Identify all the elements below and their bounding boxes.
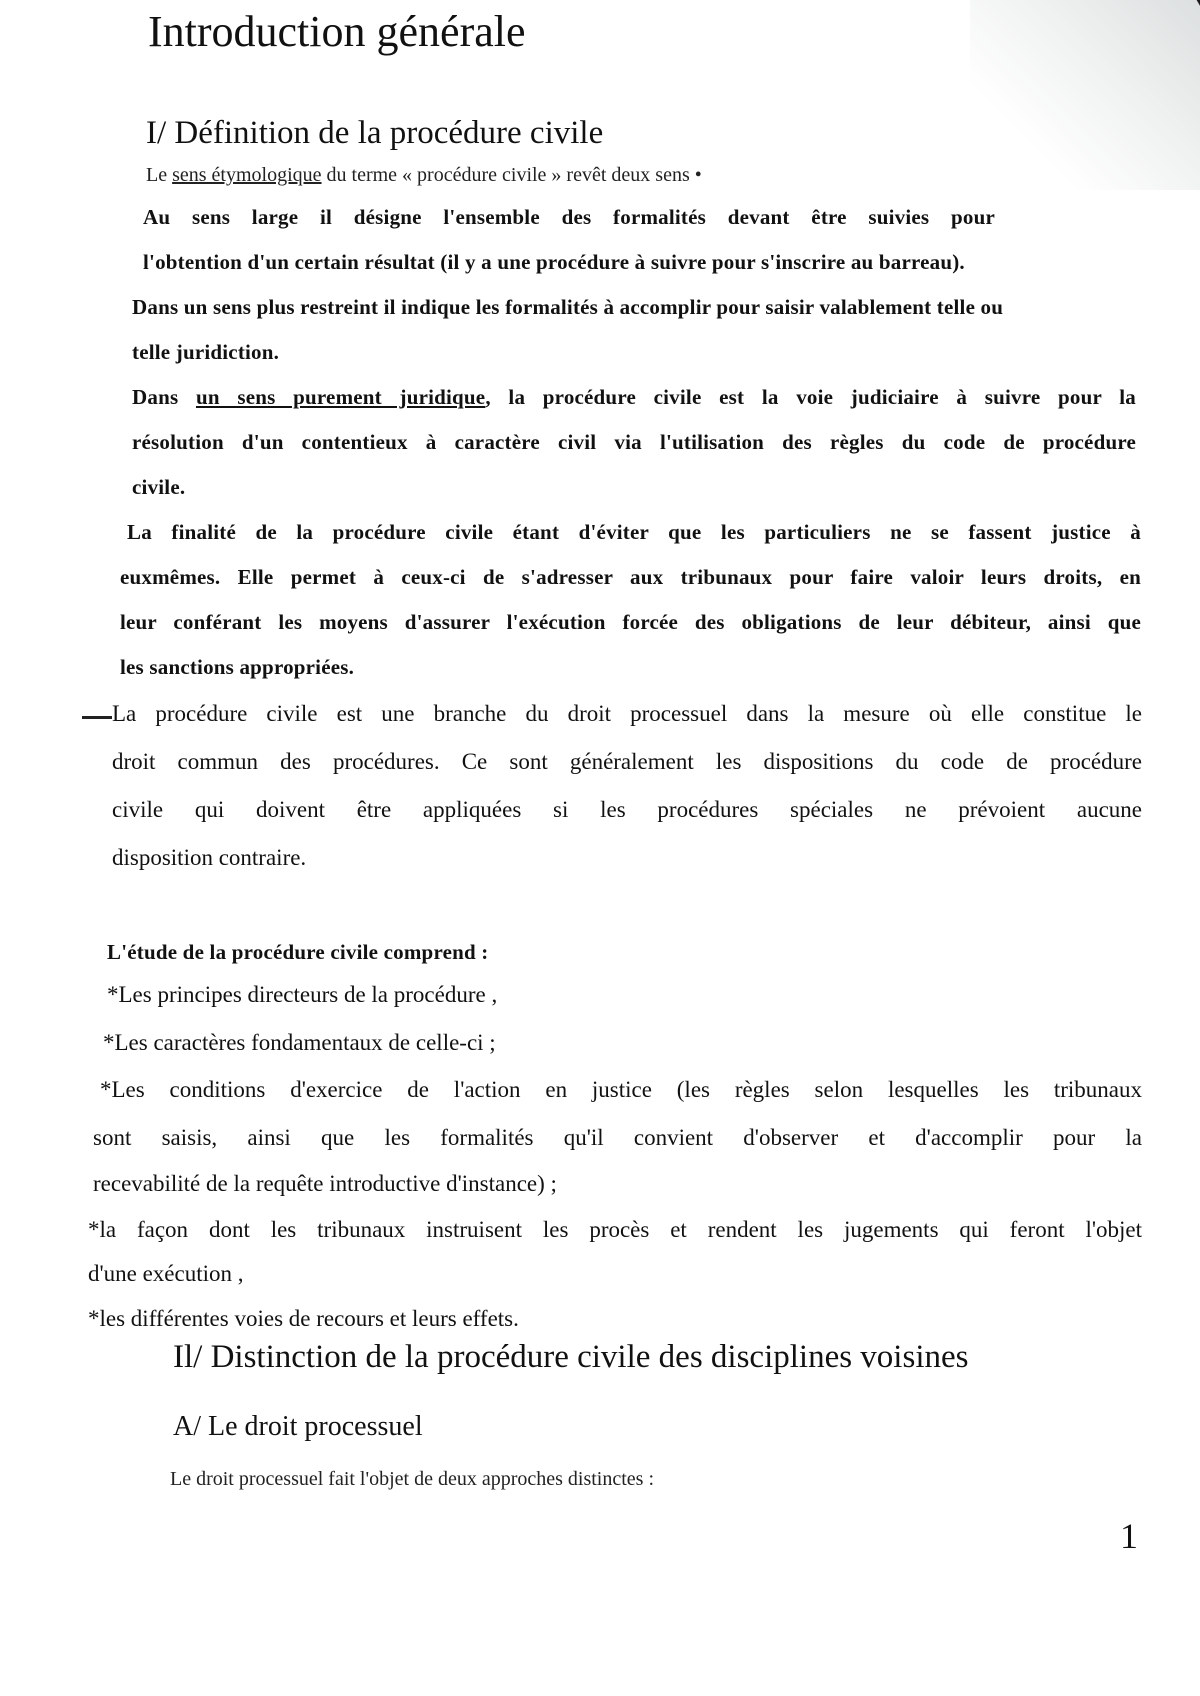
study-intro: L'étude de la procédure civile comprend : [107,940,489,964]
section-2a-heading: A/ Le droit processuel [173,1411,423,1442]
broad-sense-line-2: l'obtention d'un certain résultat (il y a une procédure à suivre pour s'inscrire au barreau). [143,250,965,274]
study-item-3-line-1: *Les conditions d'exercice de l'action en justice (les règles selon lesquelles les tribunaux [100,1077,1142,1102]
scan-corner-shadow [970,0,1200,190]
study-item-3-line-2: sont saisis, ainsi que les formalités qu'il convient d'observer et d'accomplir pour la [93,1125,1142,1150]
finality-line-4: les sanctions appropriées. [120,655,355,679]
study-item-4-line-2: d'une exécution , [88,1261,244,1286]
etymology-pre: Le [146,164,173,186]
document-title: Introduction générale [148,7,526,56]
branch-line-2: droit commun des procédures. Ce sont généralement les dispositions du code de procédure [112,749,1142,774]
legal-sense-underlined: un sens purement juridique [195,385,486,409]
section-2-heading: Il/ Distinction de la procédure civile des disciplines voisines [173,1339,969,1375]
legal-sense-post: , la procédure civile est la voie judiciaire à suivre pour la [485,385,1136,409]
study-item-1: *Les principes directeurs de la procédure , [107,982,498,1007]
legal-sense-line-2: résolution d'un contentieux à caractère civil via l'utilisation des règles du code de procédure [132,430,1136,454]
study-item-2: *Les caractères fondamentaux de celle-ci ; [103,1030,496,1055]
etymology-underlined: sens étymologique [172,164,322,186]
study-item-3-line-3: recevabilité de la requête introductive d'instance) ; [93,1171,557,1196]
page-number: 1 [1120,1516,1138,1556]
branch-line-1: La procédure civile est une branche du droit processuel dans la mesure où elle constitue le [112,701,1142,726]
legal-sense-line-1 [132,385,1136,410]
margin-dash-mark [82,716,112,719]
section-2a-text: Le droit processuel fait l'objet de deux approches distinctes : [170,1468,655,1490]
etymology-line [146,164,702,187]
etymology-post: du terme « procédure civile » revêt deux sens • [321,164,702,186]
study-item-4-line-1: *la façon dont les tribunaux instruisent les procès et rendent les jugements qui feront l'objet [88,1217,1142,1242]
finality-line-1: La finalité de la procédure civile étant d'éviter que les particuliers ne se fassent justice à [127,520,1141,544]
legal-sense-pre: Dans [132,385,196,409]
finality-line-3: leur conférant les moyens d'assurer l'exécution forcée des obligations de leur débiteur, ainsi que [120,610,1141,634]
broad-sense-line-1: Au sens large il désigne l'ensemble des formalités devant être suivies pour [143,205,995,229]
legal-sense-line-3: civile. [132,475,186,499]
branch-line-4: disposition contraire. [112,845,307,870]
study-item-5: *les différentes voies de recours et leurs effets. [88,1306,519,1331]
restricted-sense-line-2: telle juridiction. [132,340,280,364]
section-1-heading: I/ Définition de la procédure civile [146,115,604,151]
finality-line-2: euxmêmes. Elle permet à ceux-ci de s'adresser aux tribunaux pour faire valoir leurs droits, en [120,565,1141,589]
branch-line-3: civile qui doivent être appliquées si les procédures spéciales ne prévoient aucune [112,797,1142,822]
restricted-sense-line-1: Dans un sens plus restreint il indique les formalités à accomplir pour saisir valablement telle ou [132,295,1004,319]
